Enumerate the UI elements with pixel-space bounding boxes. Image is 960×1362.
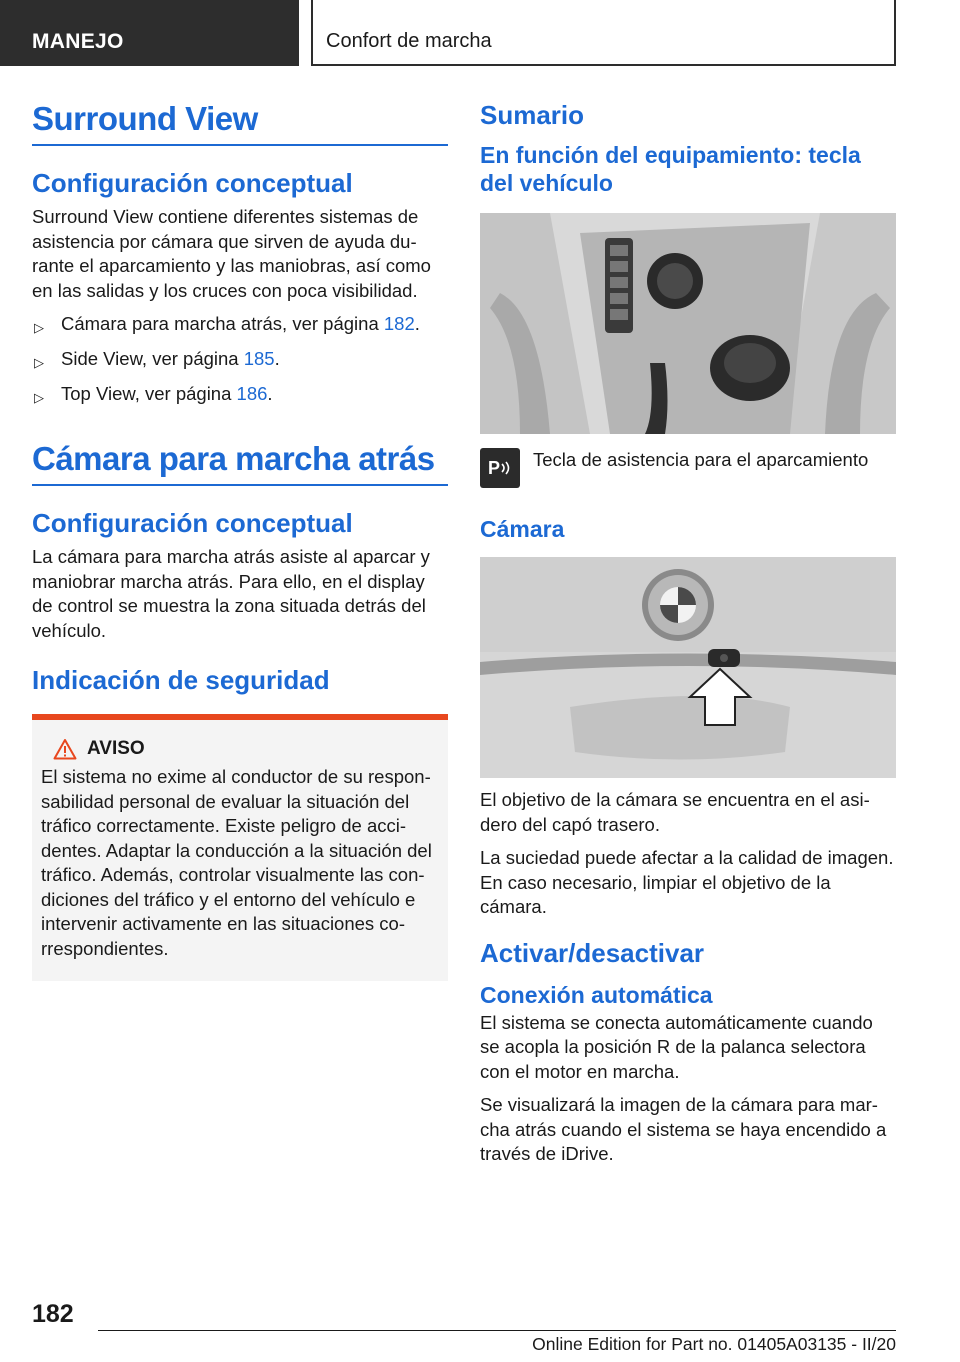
heading-camara-marcha-atras: Cámara para marcha atrás [32,440,448,486]
reference-list [32,312,448,406]
chapter-title: Confort de marcha [311,0,896,66]
list-item: ▷ Side View, ver página 185. [32,347,448,371]
sound-waves-icon [500,461,512,475]
paragraph-surround-view: Surround View contiene diferentes sistemas de asistencia por cámara que sirven de ayuda durante el aparcamiento y las maniobras, así como en las salidas y los cruces con poca visibilidad. [32,206,431,301]
heading-sumario: Sumario [480,100,585,130]
page-link[interactable]: 186 [236,383,268,404]
heading-conexion-automatica: Conexión automática [480,981,713,1008]
page-link[interactable]: 182 [383,313,415,334]
page-link[interactable]: 185 [243,348,275,369]
key-caption: Tecla de asistencia para el aparcamiento [533,449,869,470]
tailgate-camera-illustration [480,557,896,778]
warning-box [32,714,448,981]
paragraph-objetivo: El objetivo de la cámara se encuentra en el asidero del capó trasero. [480,789,870,835]
bullet-triangle-icon: ▷ [34,390,44,405]
edition-note: Online Edition for Part no. 01405A03135 - II/20 [532,1334,896,1354]
heading-camara: Cámara [480,516,565,542]
heading-funcion-equipamiento: En función del equipamiento: tecla del vehículo [480,142,861,196]
park-assist-key-icon: P [480,448,520,488]
heading-seguridad: Indicación de seguridad [32,665,330,695]
warning-triangle-icon [53,738,77,760]
bullet-triangle-icon: ▷ [34,355,44,370]
footer-divider [98,1330,896,1331]
heading-surround-view: Surround View [32,100,448,146]
paragraph-camara: La cámara para marcha atrás asiste al aparcar y maniobrar marcha atrás. Para ello, en el display de control se muestra la zona situada detrás del vehículo. [32,546,430,641]
page-number: 182 [32,1300,74,1328]
right-column [480,100,896,1176]
warning-text: El sistema no exime al conductor de su responsabilidad personal de evaluar la situación del tráfico correctamente. Existe peligro de accidentes. Adaptar la conducción a la situación del tráfico. Además, controlar visualmente las condiciones del tráfico y el entorno del vehículo e intervenir activamente en las situaciones correspondientes. [41,766,432,959]
list-item: ▷ Cámara para marcha atrás, ver página 182. [32,312,448,336]
heading-configuracion-2: Configuración conceptual [32,508,353,538]
center-console-illustration [480,213,896,434]
heading-activar-desactivar: Activar/desactivar [480,937,705,968]
paragraph-conexion: El sistema se conecta automáticamente cuando se acopla la posición R de la palanca selectora con el motor en marcha. [480,1011,873,1082]
bullet-triangle-icon: ▷ [34,320,44,335]
paragraph-suciedad: La suciedad puede afectar a la calidad de imagen. En caso necesario, limpiar el objetivo de la cámara. [480,847,894,917]
console-photo [480,213,896,434]
left-column [32,100,448,981]
section-tab: MANEJO [0,0,299,66]
paragraph-visualiza: Se visualizará la imagen de la cámara para marcha atrás cuando el sistema se haya encendido a través de iDrive. [480,1094,887,1164]
camera-photo [480,557,896,778]
key-caption-row [480,448,896,488]
page-header [0,0,960,66]
list-item: ▷ Top View, ver página 186. [32,382,448,406]
heading-configuracion-1: Configuración conceptual [32,168,353,198]
warning-title: AVISO [53,738,439,760]
